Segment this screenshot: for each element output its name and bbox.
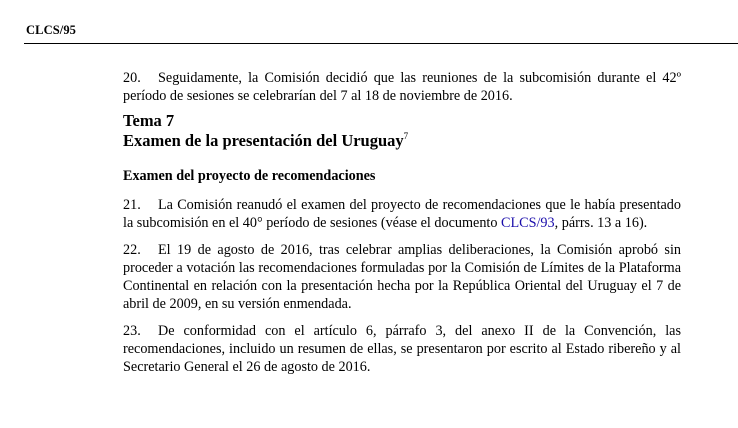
paragraph-21 [123,196,681,232]
paragraph-23 [123,322,681,376]
paragraph-number: 20. [123,70,141,86]
agenda-item-title-line [123,131,681,151]
paragraph-22 [123,241,681,313]
paragraph-text: Seguidamente, la Comisión decidió que las reuniones de la subcomisión durante el 42º período de sesiones se celebrarían del 7 al 18 de noviembre de 2016. [123,70,681,104]
document-body [123,69,681,376]
paragraph-20 [123,69,681,105]
agenda-item-line: Tema 7 [123,111,175,130]
document-symbol: CLCS/95 [26,23,77,37]
header-rule [24,43,738,44]
agenda-item-title: Examen de la presentación del Uruguay [123,131,404,150]
subheading: Examen del proyecto de recomendaciones [123,168,376,184]
section-heading [123,111,681,151]
paragraph-number: 22. [123,242,141,258]
footnote-reference[interactable]: 7 [403,131,409,141]
paragraph-text: El 19 de agosto de 2016, tras celebrar amplias deliberaciones, la Comisión aprobó sin proceder a votación las recomendaciones formuladas por la Comisión de Límites de la Plataforma Continental en relación con la presentación hecha por la República Oriental del Uruguay el 7 de abril de 2009, en su versión enmendada. [123,242,681,312]
paragraph-number: 23. [123,323,141,339]
document-link[interactable]: CLCS/93 [501,215,555,231]
paragraph-text: De conformidad con el artículo 6, párrafo 3, del anexo II de la Convención, las recomendaciones, incluido un resumen de ellas, se presentaron por escrito al Estado ribereño y al Secretario General el 26 de agosto de 2016. [123,323,681,375]
paragraph-text-end: , párrs. 13 a 16). [554,215,648,231]
paragraph-text: La Comisión reanudó el examen del proyecto de recomendaciones que le había presentado la subcomisión en el 40° período de sesiones (véase el documento [123,197,681,231]
paragraph-number: 21. [123,197,141,213]
